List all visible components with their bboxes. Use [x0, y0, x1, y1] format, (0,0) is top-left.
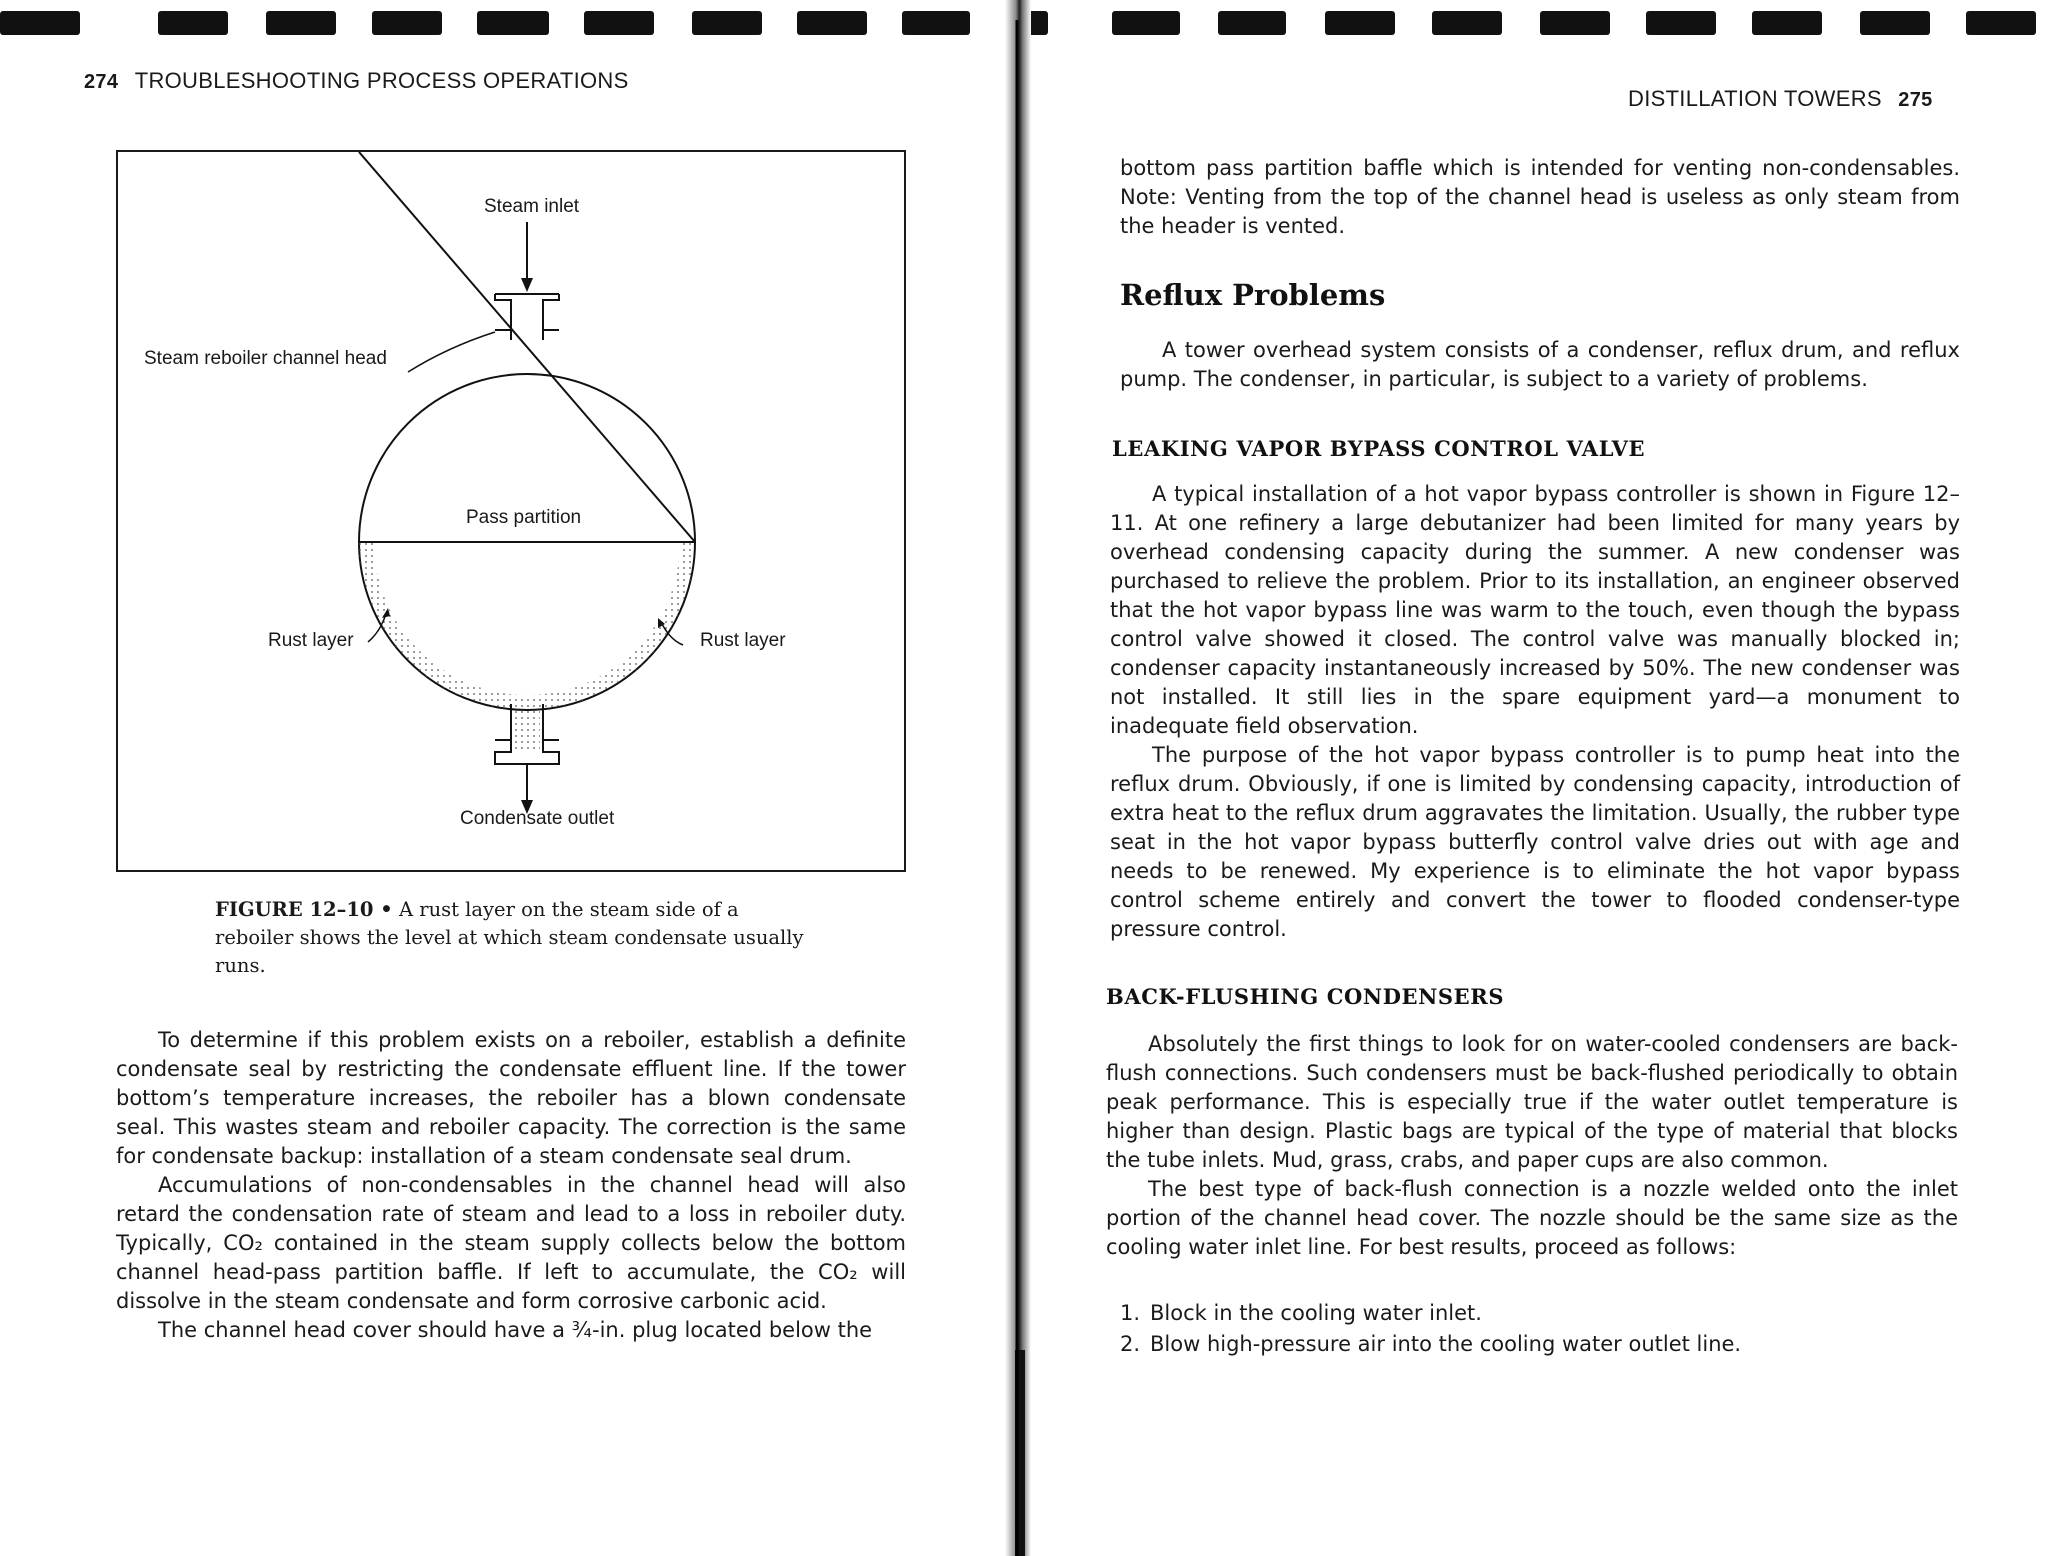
running-title: DISTILLATION TOWERS — [1628, 86, 1882, 111]
paragraph: Absolutely the first things to look for on water-cooled condensers are back-flush connections. Such condensers must be back-flushed periodically to obtain peak performance. This is especially true if the water outlet temperature is higher than design. Plastic bags are typical of the type of material that blocks the tube inlets. Mud, grass, crabs, and paper cups are also common. — [1106, 1032, 1958, 1172]
step-number: 1. — [1120, 1301, 1141, 1325]
figure-caption — [215, 896, 820, 980]
paragraph: The best type of back-flush connection is a nozzle welded onto the inlet portion of the channel head cover. The nozzle should be the same size as the cooling water inlet line. For best results, proceed as follows: — [1106, 1177, 1958, 1259]
step-text: Block in the cooling water inlet. — [1150, 1301, 1482, 1325]
section-title: Reflux Problems — [1120, 278, 1386, 312]
running-head-right — [1628, 86, 1933, 112]
paragraph: To determine if this problem exists on a reboiler, establish a definite condensate seal by restricting the condensate effluent line. If the tower bottom’s temperature increases, the reboiler has a blown condensate seal. This wastes steam and reboiler capacity. The correction is the same for condensate backup: installation of a steam condensate seal drum. — [116, 1028, 906, 1168]
caption-label: FIGURE 12–10 • — [215, 898, 393, 921]
page-number: 275 — [1898, 89, 1933, 111]
figure-12-10 — [116, 150, 906, 872]
subsection-back-flushing-text — [1106, 1030, 1958, 1262]
paragraph: The channel head cover should have a ¾-in. plug located below the — [158, 1318, 873, 1342]
step-number: 2. — [1120, 1332, 1141, 1356]
label-rust-layer-right: Rust layer — [700, 630, 786, 651]
paragraph: bottom pass partition baffle which is intended for venting non-condensables. Note: Venting from the top of the channel head is useless as only steam from the header is vented. — [1120, 156, 1960, 238]
procedure-steps — [1120, 1298, 1960, 1360]
step-text: Blow high-pressure air into the cooling water outlet line. — [1150, 1332, 1742, 1356]
left-page — [0, 0, 990, 1556]
paragraph: A typical installation of a hot vapor bypass controller is shown in Figure 12–11. At one refinery a large debutanizer had been limited for many years by overhead condensing capacity during the summer. A new condenser was purchased to relieve the problem. Prior to its installation, an engineer observed that the hot vapor bypass line was warm to the touch, even though the bypass control valve showed it closed. The control valve was manually blocked in; condenser capacity instantaneously increased by 50%. The new condenser was not installed. It still lies in the spare equipment yard—a monument to inadequate field observation. — [1110, 482, 1960, 738]
label-channel-head: Steam reboiler channel head — [144, 348, 387, 369]
running-title: TROUBLESHOOTING PROCESS OPERATIONS — [134, 68, 629, 93]
label-steam-inlet: Steam inlet — [484, 196, 580, 217]
list-item — [1120, 1298, 1960, 1329]
label-rust-layer-left: Rust layer — [268, 630, 354, 651]
label-condensate-outlet: Condensate outlet — [460, 808, 615, 829]
subsection-title-back-flushing: BACK-FLUSHING CONDENSERS — [1106, 984, 1505, 1009]
paragraph: A tower overhead system consists of a condenser, reflux drum, and reflux pump. The condenser, in particular, is subject to a variety of problems. — [1120, 338, 1960, 391]
continued-paragraph — [1120, 154, 1960, 241]
section-intro — [1120, 336, 1960, 394]
running-head-left — [84, 68, 629, 94]
subsection-title-vapor-bypass: LEAKING VAPOR BYPASS CONTROL VALVE — [1112, 436, 1646, 461]
left-body-text — [116, 1026, 906, 1345]
paragraph: The purpose of the hot vapor bypass controller is to pump heat into the reflux drum. Obviously, if one is limited by condensing capacity, introduction of extra heat to the reflux drum aggravates the limitation. Usually, the rubber type seat in the hot vapor bypass butterfly control valve dries out with age and needs to be renewed. My experience is to eliminate the hot vapor bypass control scheme entirely and convert the tower to flooded condenser-type pressure control. — [1110, 743, 1960, 941]
subsection-vapor-bypass-text — [1110, 480, 1960, 944]
label-pass-partition: Pass partition — [466, 507, 582, 528]
paragraph: Accumulations of non-condensables in the channel head will also retard the condensation rate of steam and lead to a loss in reboiler duty. Typically, CO₂ contained in the steam supply collects below the bottom channel head-pass partition baffle. If left to accumulate, the CO₂ will dissolve in the steam condensate and form corrosive carbonic acid. — [116, 1173, 906, 1313]
list-item — [1120, 1329, 1960, 1360]
caption-text: A rust layer on the steam side of a reboiler shows the level at which steam condensate usually runs. — [215, 898, 804, 977]
book-gutter-shadow — [995, 0, 1041, 1556]
page-number: 274 — [84, 71, 119, 93]
